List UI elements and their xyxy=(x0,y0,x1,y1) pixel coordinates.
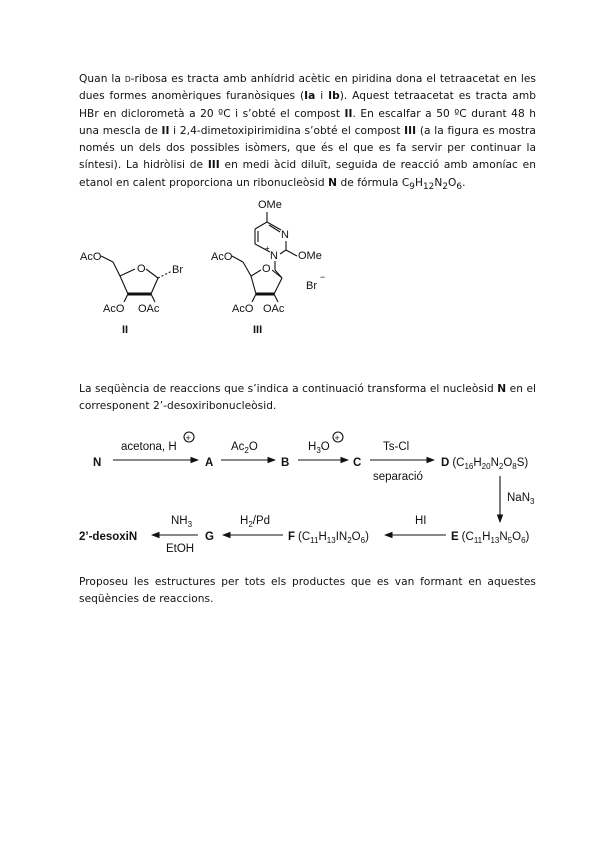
plus-sign: + xyxy=(185,433,191,443)
formula-sub: 12 xyxy=(423,181,435,192)
compound-iii: III xyxy=(404,124,417,137)
subscript: 6 xyxy=(360,536,366,545)
svg-text:NaN3 xyxy=(507,492,535,506)
subscript: 2 xyxy=(248,520,253,529)
reagent-tscl: Ts-Cl xyxy=(383,441,410,453)
d-prefix: D xyxy=(124,75,131,84)
closing-paragraph: Proposeu les estructures per tots els productes que es van formant en aquestes seqüències de reaccions. xyxy=(79,576,536,606)
ring-n-plus-label: N xyxy=(270,250,278,262)
intro-text: de fórmula C xyxy=(337,176,410,189)
aco-bottom-label: AcO xyxy=(232,303,254,315)
formula-sub: 2 xyxy=(442,181,448,192)
intro-text: . xyxy=(462,176,466,189)
aco-top-label: AcO xyxy=(80,251,102,263)
plus-sign: + xyxy=(334,433,340,443)
br-label: Br xyxy=(172,264,183,276)
formula-part: H xyxy=(318,531,327,543)
reagent-pd: /Pd xyxy=(252,515,271,527)
ome-right-label: OMe xyxy=(298,250,322,262)
label-ii: II xyxy=(122,324,129,336)
formula-sub: 9 xyxy=(409,181,415,192)
compound-d: D xyxy=(441,457,450,469)
subscript: 5 xyxy=(507,536,513,545)
compound-ia: Ia xyxy=(304,90,316,103)
sequence-text: en el corresponent 2’-desoxiribonucleòsid. xyxy=(79,383,537,413)
formula-part: H xyxy=(482,531,491,543)
compound-n: N xyxy=(328,176,338,189)
ring-oxygen-label: O xyxy=(137,263,146,275)
compound-ib: Ib xyxy=(328,90,340,103)
compound-c: C xyxy=(353,457,362,469)
compound-ii: II xyxy=(344,107,353,120)
subscript: 3 xyxy=(316,446,321,455)
reagent-separation: separació xyxy=(373,471,423,483)
svg-text:Ac2O xyxy=(231,441,258,455)
formula-part: ) xyxy=(525,531,530,543)
subscript: 2 xyxy=(244,446,249,455)
aco-bottom-label: AcO xyxy=(103,303,125,315)
compound-g: G xyxy=(205,531,214,543)
reagent-nh: NH xyxy=(171,515,188,527)
formula-sub: 6 xyxy=(456,181,463,192)
ring-n-label: N xyxy=(281,229,289,241)
intro-text: -ribosa es tracta amb anhídrid acètic en piridina dona el tetraacetat en les dues formes anomèriques furanòsiques ( xyxy=(79,73,536,103)
intro-text: i 2,4-dimetoxipirimidina s’obté el compost xyxy=(169,124,405,137)
intro-text: ). Aquest tetraacetat es tracta amb HBr en diclorometà a 20 ºC i s’obté el compost xyxy=(79,90,536,120)
formula-part: (C xyxy=(461,531,474,543)
subscript: 11 xyxy=(473,536,483,545)
formula-text: O xyxy=(448,176,457,189)
reagent-o: O xyxy=(320,441,330,453)
bromide-label: Br xyxy=(306,280,317,292)
svg-text:NH3 xyxy=(171,515,193,529)
reagent-h: H xyxy=(240,515,249,527)
formula-part: O xyxy=(351,531,361,543)
aco-top-label: AcO xyxy=(211,251,233,263)
ome-top-label: OMe xyxy=(258,199,282,211)
minus-charge: − xyxy=(320,272,326,282)
reagent-acetone: acetona, H xyxy=(121,441,177,453)
subscript: 2 xyxy=(347,536,352,545)
compound-f: F xyxy=(288,531,296,543)
compound-n: N xyxy=(93,457,102,469)
subscript: 8 xyxy=(512,462,517,471)
subscript: 3 xyxy=(530,497,535,506)
product-deoxyn: 2’-desoxiN xyxy=(79,531,138,543)
oac-bottom-label: OAc xyxy=(263,303,285,315)
subscript: 16 xyxy=(464,462,474,471)
compound-b: B xyxy=(281,457,290,469)
svg-text:H3O xyxy=(308,441,330,455)
reagent-ac: Ac xyxy=(231,441,245,453)
svg-text:F(C11H13IN2O6) xyxy=(288,531,369,545)
reagent-hi: HI xyxy=(415,515,427,527)
formula-part: (C xyxy=(298,531,311,543)
formula-part: O xyxy=(503,457,513,469)
label-iii: III xyxy=(253,324,263,336)
svg-text:H2/Pd xyxy=(240,515,270,529)
formula-part: IN xyxy=(335,531,348,543)
plus-charge: + xyxy=(265,244,270,253)
subscript: 11 xyxy=(310,536,319,545)
intro-text: i xyxy=(315,90,329,103)
oac-bottom-label: OAc xyxy=(138,303,160,315)
compound-a: A xyxy=(205,457,214,469)
subscript: 2 xyxy=(498,462,504,471)
sequence-text: La seqüència de reaccions que s’indica a continuació transforma el nucleòsid xyxy=(79,383,498,395)
intro-text: Quan la xyxy=(79,73,125,85)
subscript: 6 xyxy=(521,536,526,545)
reagent-o: O xyxy=(248,441,258,453)
intro-text: (a la figura es mostra només un dels dos possibles isòmers, que és el que es fa servir per continuar la síntesi). La hidròlisi de xyxy=(79,124,536,172)
subscript: 3 xyxy=(187,520,193,529)
subscript: 13 xyxy=(326,536,336,545)
formula-part: N xyxy=(499,531,508,543)
formula-part: S) xyxy=(516,457,529,469)
subscript: 20 xyxy=(481,462,491,471)
formula-part: H xyxy=(473,457,482,469)
formula-part: N xyxy=(490,457,499,469)
formula-text: H xyxy=(414,176,423,189)
compound-n: N xyxy=(497,383,507,395)
compound-iii: III xyxy=(207,159,220,172)
formula-text: N xyxy=(434,176,443,189)
reagent-etoh: EtOH xyxy=(166,543,195,555)
subscript: 13 xyxy=(490,536,500,545)
formula-part: ) xyxy=(365,531,369,543)
ring-oxygen-label: O xyxy=(262,263,271,275)
formula-part: O xyxy=(512,531,522,543)
compound-e: E xyxy=(451,531,459,543)
reagent-h: H xyxy=(308,441,317,453)
intro-text: en medi àcid diluït, seguida de reacció amb amoníac en etanol en calent proporciona un ribonucleòsid xyxy=(79,159,536,189)
reagent-nan: NaN xyxy=(507,492,531,504)
intro-text: . En escalfar a 50 ºC durant 48 h una mescla de xyxy=(79,107,536,137)
svg-text:E(C11H13N5O6) xyxy=(451,531,530,545)
formula-part: (C xyxy=(452,457,465,469)
svg-text:D(C16H20N2O8S) xyxy=(441,457,528,471)
compound-ii: II xyxy=(161,124,170,137)
